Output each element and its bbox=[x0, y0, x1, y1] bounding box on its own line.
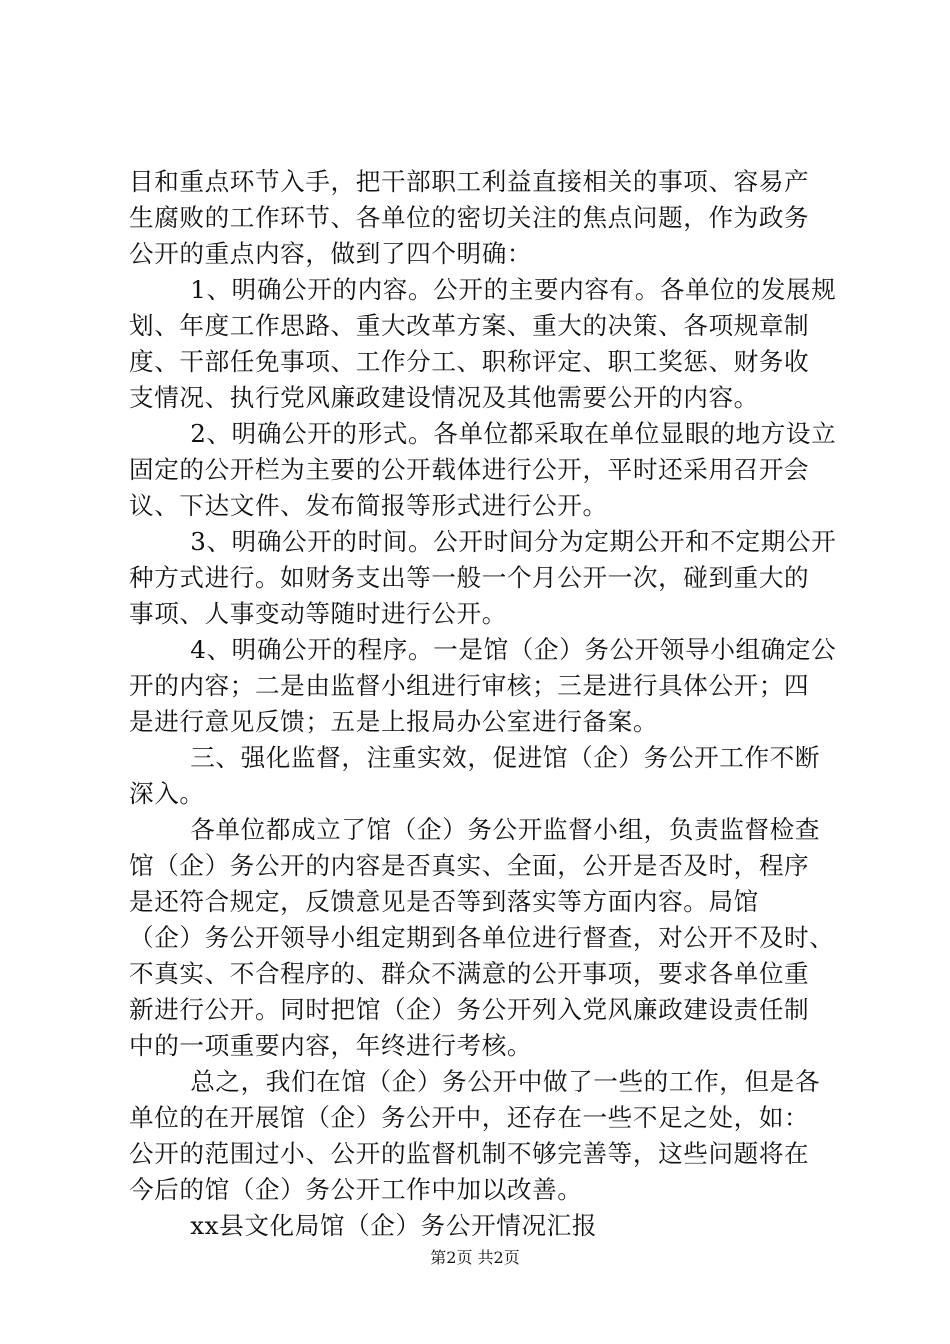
section-heading: 三、强化监督，注重实效，促进馆（企）务公开工作不断 bbox=[165, 743, 821, 772]
text-line: 固定的公开栏为主要的公开载体进行公开，平时还采用召开会 bbox=[129, 455, 810, 484]
text-line: 不真实、不合程序的、群众不满意的公开事项，要求各单位重 bbox=[129, 959, 810, 988]
text-line: 议、下达文件、发布简报等形式进行公开。 bbox=[129, 491, 608, 520]
text-line: 新进行公开。同时把馆（企）务公开列入党风廉政建设责任制 bbox=[129, 995, 810, 1024]
text-line: 中的一项重要内容，年终进行考核。 bbox=[129, 1031, 533, 1060]
text-line: 开的内容；二是由监督小组进行审核；三是进行具体公开；四 bbox=[129, 671, 810, 700]
text-line: 今后的馆（企）务公开工作中加以改善。 bbox=[129, 1175, 583, 1204]
text-line: 单位的在开展馆（企）务公开中，还存在一些不足之处，如： bbox=[129, 1103, 810, 1132]
text-line: （企）务公开领导小组定期到各单位进行督查，对公开不及时、 bbox=[129, 923, 835, 952]
page-number-footer: 第2页 共2页 bbox=[430, 1248, 520, 1267]
text-line: 2、明确公开的形式。各单位都采取在单位显眼的地方设立 bbox=[165, 419, 837, 448]
text-line: 生腐败的工作环节、各单位的密切关注的焦点问题，作为政务 bbox=[129, 203, 810, 232]
text-line: 目和重点环节入手，把干部职工利益直接相关的事项、容易产 bbox=[129, 167, 810, 196]
text-line: 是进行意见反馈；五是上报局办公室进行备案。 bbox=[129, 707, 659, 736]
text-line: 总之，我们在馆（企）务公开中做了一些的工作，但是各 bbox=[165, 1067, 821, 1096]
text-line: 度、干部任免事项、工作分工、职称评定、职工奖惩、财务收 bbox=[129, 347, 810, 376]
text-line: 是还符合规定，反馈意见是否等到落实等方面内容。局馆 bbox=[129, 887, 759, 916]
text-line: 种方式进行。如财务支出等一般一个月公开一次，碰到重大的 bbox=[129, 563, 810, 592]
text-line: 馆（企）务公开的内容是否真实、全面，公开是否及时，程序 bbox=[129, 851, 810, 880]
text-line: 事项、人事变动等随时进行公开。 bbox=[129, 599, 507, 628]
text-line: 划、年度工作思路、重大改革方案、重大的决策、各项规章制 bbox=[129, 311, 810, 340]
text-line: 公开的重点内容，做到了四个明确： bbox=[129, 239, 533, 268]
text-line: 1、明确公开的内容。公开的主要内容有。各单位的发展规 bbox=[165, 275, 837, 304]
section-heading-continued: 深入。 bbox=[129, 779, 205, 808]
text-line: 各单位都成立了馆（企）务公开监督小组，负责监督检查 bbox=[165, 815, 821, 844]
text-line: 3、明确公开的时间。公开时间分为定期公开和不定期公开 bbox=[165, 527, 837, 556]
text-line: 公开的范围过小、公开的监督机制不够完善等，这些问题将在 bbox=[129, 1139, 810, 1168]
document-title-line: xx县文化局馆（企）务公开情况汇报 bbox=[165, 1211, 598, 1240]
text-line: 支情况、执行党风廉政建设情况及其他需要公开的内容。 bbox=[129, 383, 759, 412]
text-line: 4、明确公开的程序。一是馆（企）务公开领导小组确定公 bbox=[165, 635, 837, 664]
